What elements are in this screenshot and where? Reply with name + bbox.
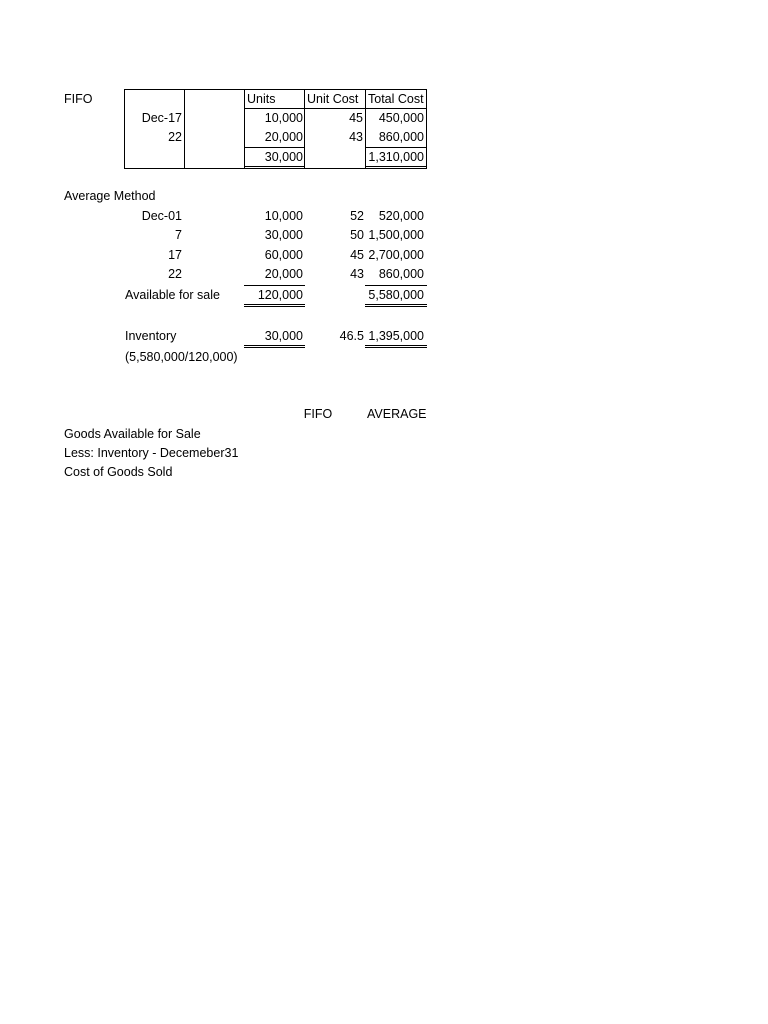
available-units-double-underline [244,304,305,305]
average-row-units: 20,000 [264,267,303,281]
inventory-label: Inventory [125,329,177,343]
inventory-units-double-underline [244,345,305,346]
fifo-units-total-rule [244,147,305,148]
fifo-label: FIFO [64,92,93,106]
average-row-unit-cost: 50 [350,228,364,242]
inventory-unit-cost: 46.5 [339,329,364,343]
fifo-units-double-underline [244,166,305,167]
available-for-sale-label: Available for sale [125,288,220,302]
inventory-total-cost: 1,395,000 [368,329,424,343]
fifo-row-unit-cost: 43 [349,130,363,144]
inventory-cost-double-underline [365,347,427,348]
average-method-label: Average Method [64,189,156,203]
fifo-cost-double-underline [365,166,427,167]
fifo-header-underline [244,108,427,109]
inventory-units-double-underline [244,347,305,348]
available-cost-rule [365,285,427,286]
summary-row-label: Cost of Goods Sold [64,465,173,479]
available-units-rule [244,285,305,286]
fifo-row-total-cost: 450,000 [378,111,424,125]
fifo-row-date: Dec-17 [141,111,182,125]
fifo-box-top-border [124,89,427,90]
average-row-total-cost: 860,000 [378,267,424,281]
fifo-row-units: 10,000 [264,111,303,125]
average-row-unit-cost: 45 [350,248,364,262]
average-row-unit-cost: 52 [350,209,364,223]
average-row-date: 17 [168,248,182,262]
summary-row-label: Less: Inventory - Decemeber31 [64,446,239,460]
inventory-units: 30,000 [264,329,303,343]
average-row-total-cost: 520,000 [378,209,424,223]
fifo-row-unit-cost: 45 [349,111,363,125]
average-row-date: 7 [175,228,182,242]
fifo-header-unit-cost: Unit Cost [307,92,359,106]
average-cost-formula: (5,580,000/120,000) [125,350,238,364]
fifo-total-units: 30,000 [264,150,303,164]
summary-header-average: AVERAGE [367,407,427,421]
fifo-box-bottom-border [124,168,427,169]
average-row-units: 30,000 [264,228,303,242]
available-total-cost: 5,580,000 [368,288,424,302]
fifo-total-cost: 1,310,000 [368,150,424,164]
average-row-total-cost: 1,500,000 [368,228,424,242]
fifo-header-total-cost: Total Cost [368,92,424,106]
summary-row-label: Goods Available for Sale [64,427,201,441]
available-cost-double-underline [365,304,427,305]
average-row-date: 22 [168,267,182,281]
fifo-header-units: Units [247,92,276,106]
average-row-date: Dec-01 [141,209,182,223]
summary-header-fifo: FIFO [303,407,333,421]
fifo-row-units: 20,000 [264,130,303,144]
fifo-col-divider-1 [184,89,185,169]
fifo-row-date: 22 [168,130,182,144]
average-row-unit-cost: 43 [350,267,364,281]
average-row-units: 10,000 [264,209,303,223]
average-row-units: 60,000 [264,248,303,262]
fifo-cost-total-rule [365,147,427,148]
fifo-box-right-border [426,89,427,169]
available-units: 120,000 [257,288,303,302]
average-row-total-cost: 2,700,000 [368,248,424,262]
fifo-row-total-cost: 860,000 [378,130,424,144]
available-cost-double-underline [365,306,427,307]
available-units-double-underline [244,306,305,307]
inventory-cost-double-underline [365,345,427,346]
